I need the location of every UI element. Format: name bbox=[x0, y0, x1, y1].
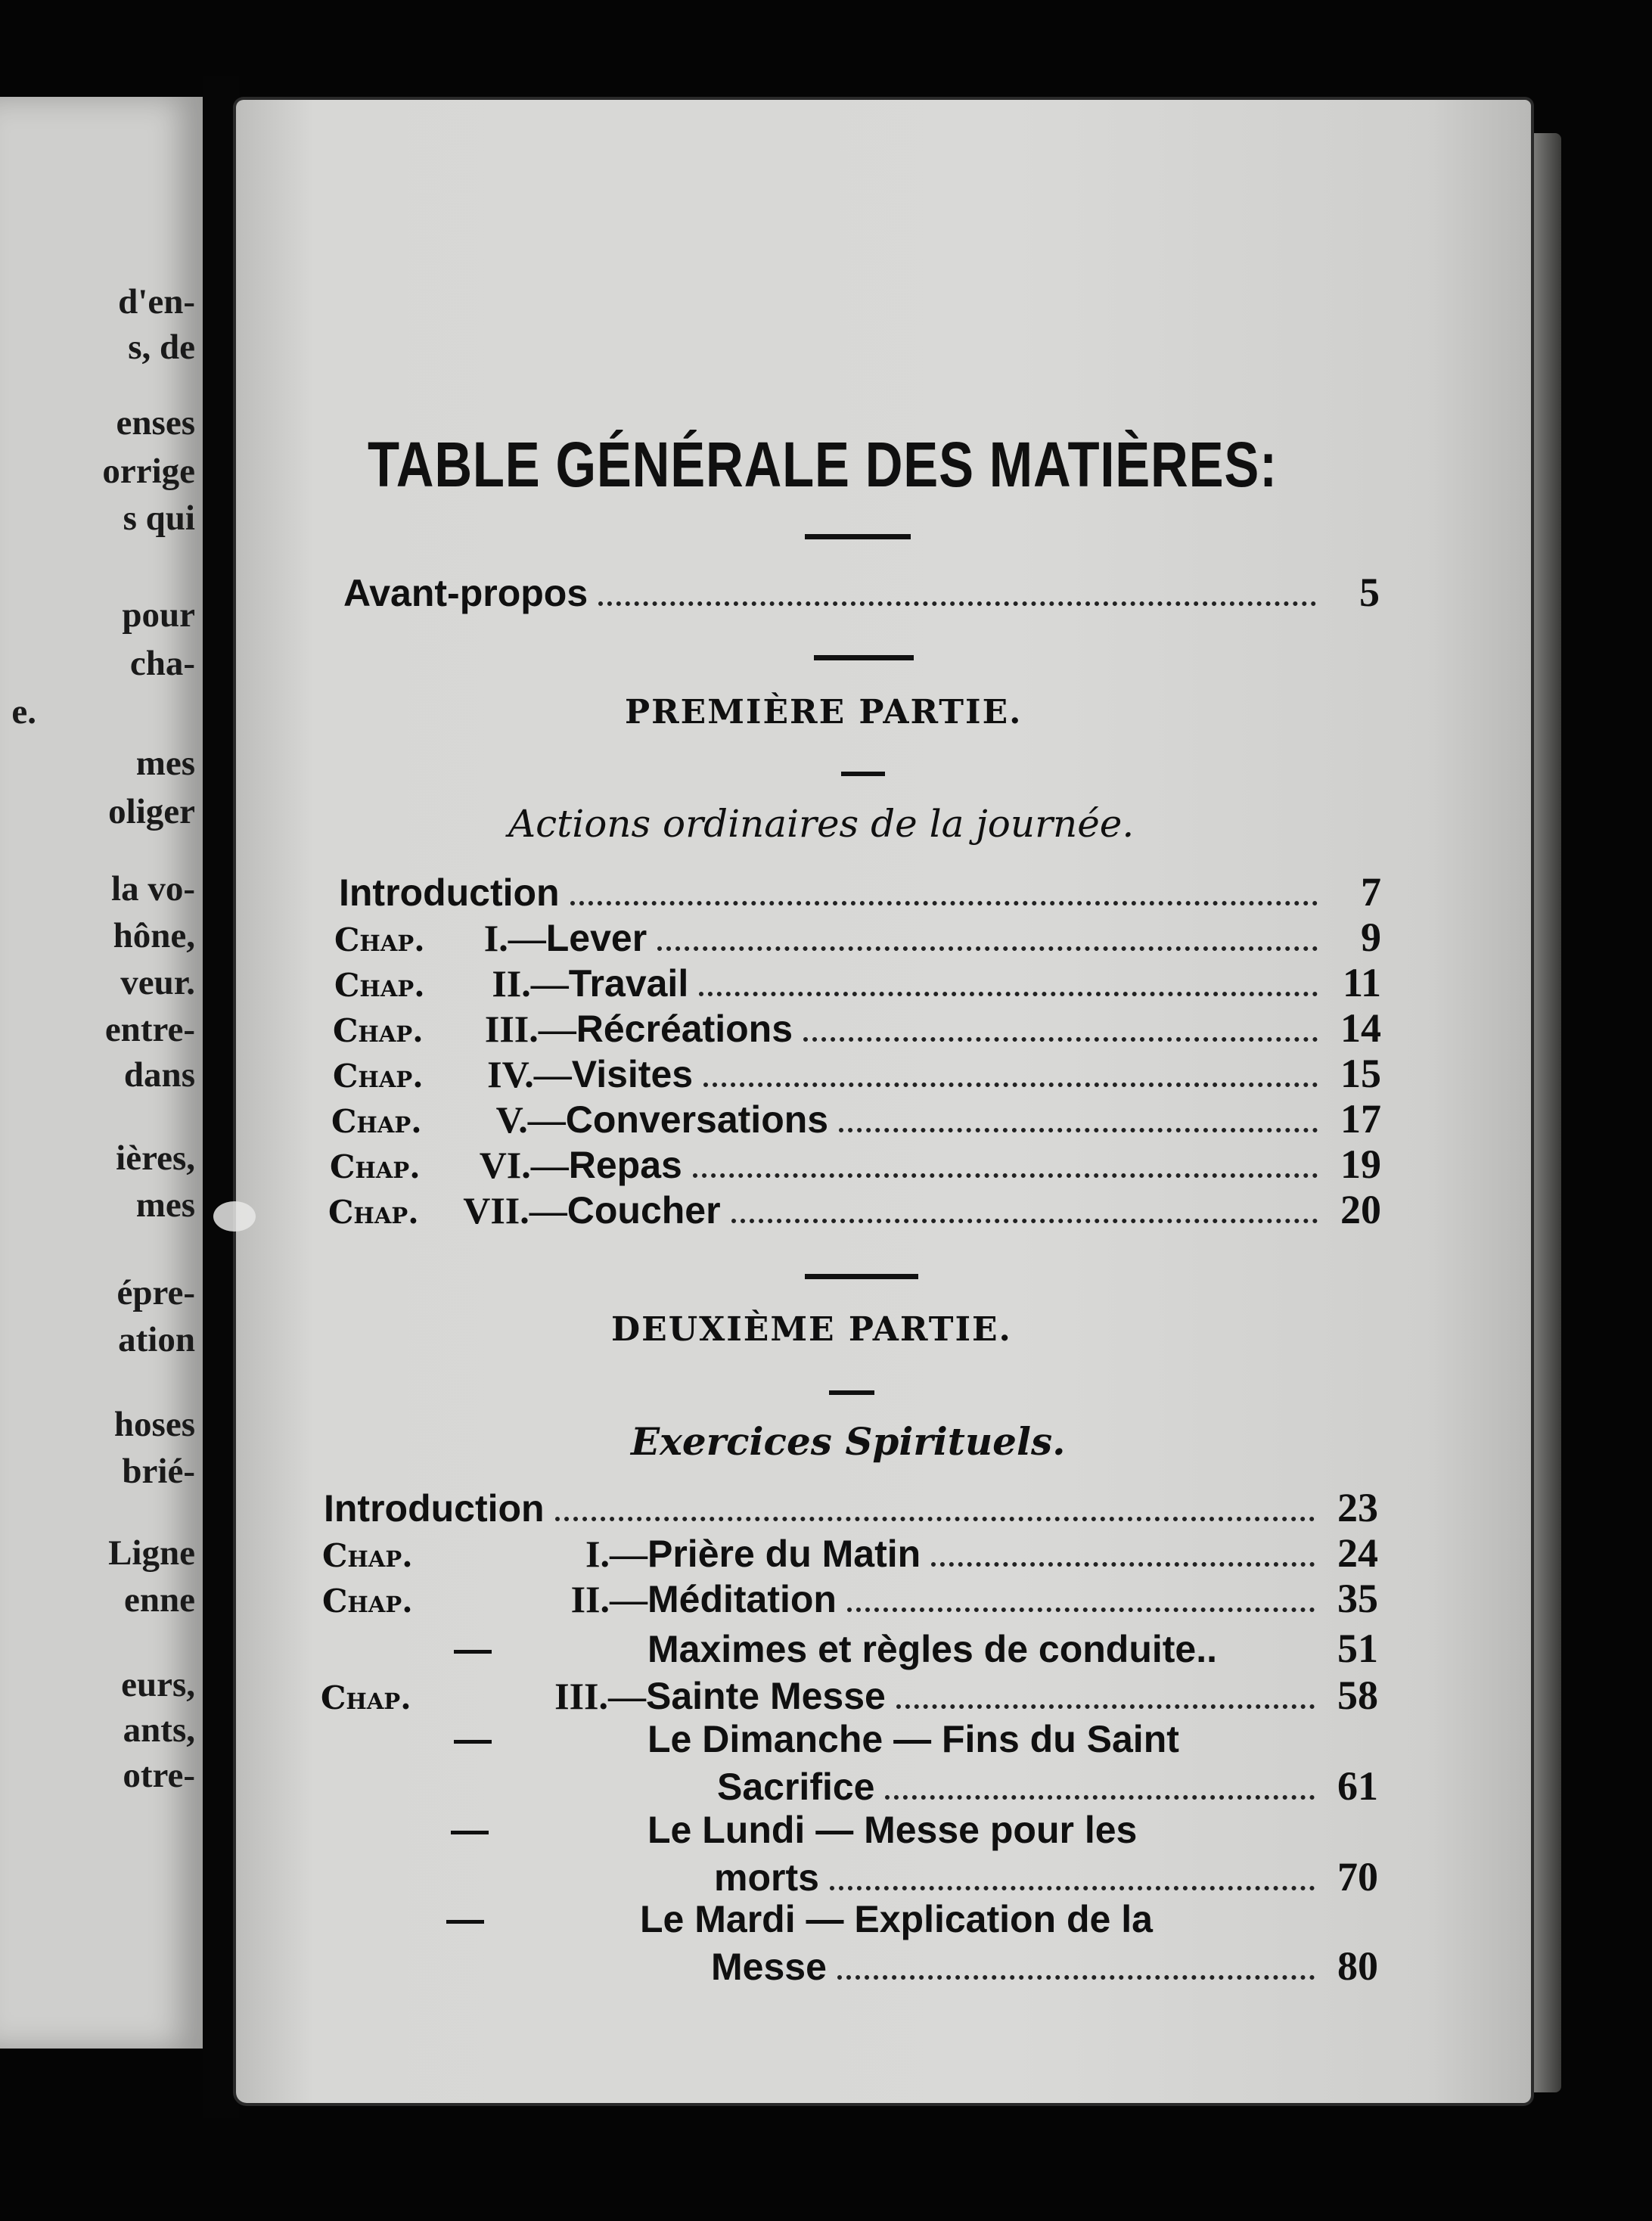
left-text-line: mes bbox=[135, 1185, 195, 1225]
toc-entry-continuation[interactable] bbox=[717, 1763, 1378, 1808]
toc-entry-chapter[interactable] bbox=[334, 914, 1381, 959]
chap-label: Chap. bbox=[334, 967, 425, 1004]
entry-page-number: 70 bbox=[1337, 1854, 1378, 1899]
left-text-line: épre- bbox=[116, 1273, 195, 1312]
chapter-numeral: I.— bbox=[483, 917, 546, 959]
left-text-line: e. bbox=[11, 692, 36, 732]
entry-label: Conversations bbox=[565, 1098, 829, 1141]
entry-label: Repas bbox=[568, 1144, 682, 1186]
chap-label: Chap. bbox=[333, 1058, 424, 1095]
chapter-numeral: II.— bbox=[492, 962, 569, 1005]
left-text-line: eurs, bbox=[121, 1665, 195, 1704]
left-text-line: ation bbox=[118, 1320, 195, 1359]
entry-page-number: 35 bbox=[1337, 1576, 1378, 1621]
entry-page-number: 15 bbox=[1340, 1051, 1381, 1096]
entry-label: Récréations bbox=[576, 1008, 793, 1050]
entry-dash: — bbox=[454, 1628, 492, 1670]
part-subtitle: Actions ordinaires de la journée. bbox=[508, 802, 1135, 846]
leader-dots bbox=[598, 601, 1316, 606]
entry-page-number: 14 bbox=[1340, 1005, 1381, 1051]
toc-entry-avant-propos[interactable] bbox=[343, 569, 1380, 614]
part-subtitle: Exercices Spirituels. bbox=[631, 1419, 1066, 1464]
entry-label: Le Dimanche — Fins du Saint bbox=[647, 1718, 1179, 1760]
toc-entry-chapter[interactable] bbox=[322, 1575, 1378, 1620]
book-spine bbox=[203, 76, 239, 2118]
toc-entry-continuation[interactable] bbox=[711, 1943, 1378, 1988]
left-text-line: brié- bbox=[122, 1452, 195, 1491]
entry-label: Sainte Messe bbox=[646, 1675, 886, 1717]
toc-entry-chapter[interactable] bbox=[333, 1005, 1381, 1050]
leader-dots bbox=[885, 1795, 1315, 1800]
chapter-numeral: I.— bbox=[585, 1533, 647, 1575]
entry-page-number: 24 bbox=[1337, 1530, 1378, 1576]
chapter-numeral: II.— bbox=[570, 1578, 647, 1620]
left-text-line: ières, bbox=[116, 1138, 195, 1178]
entry-label: Méditation bbox=[647, 1578, 837, 1620]
entry-label: Messe bbox=[711, 1946, 827, 1988]
left-text-line: oliger bbox=[108, 792, 195, 831]
entry-page-number: 19 bbox=[1340, 1142, 1381, 1187]
entry-page-number: 80 bbox=[1337, 1943, 1378, 1989]
chapter-numeral: III.— bbox=[484, 1008, 576, 1050]
toc-entry-introduction[interactable] bbox=[324, 1484, 1378, 1530]
part-heading: DEUXIÈME PARTIE. bbox=[611, 1310, 1012, 1349]
leader-dots bbox=[830, 1886, 1315, 1890]
left-text-line: orrige bbox=[102, 452, 195, 491]
left-text-line: enses bbox=[116, 403, 195, 443]
leader-dots bbox=[839, 1128, 1318, 1132]
chapter-numeral: IV.— bbox=[487, 1053, 572, 1095]
entry-page-number: 17 bbox=[1340, 1096, 1381, 1142]
entry-label: Sacrifice bbox=[717, 1766, 875, 1808]
left-text-line: pour bbox=[122, 595, 195, 635]
entry-page-number: 23 bbox=[1337, 1485, 1378, 1530]
toc-entry-introduction[interactable] bbox=[339, 868, 1381, 914]
paper-stain bbox=[213, 1201, 256, 1232]
chapter-numeral: V.— bbox=[495, 1098, 566, 1141]
left-text-line: veur. bbox=[120, 963, 195, 1002]
entry-page-number: 7 bbox=[1361, 869, 1381, 915]
chap-label: Chap. bbox=[333, 1012, 424, 1049]
section-rule bbox=[814, 655, 914, 660]
left-text-line: dans bbox=[123, 1055, 195, 1095]
entry-label: Prière du Matin bbox=[647, 1533, 921, 1575]
toc-entry-chapter[interactable] bbox=[333, 1050, 1381, 1095]
left-text-line: hoses bbox=[113, 1405, 195, 1444]
section-rule bbox=[805, 1274, 918, 1279]
toc-entry-chapter[interactable] bbox=[322, 1530, 1378, 1575]
toc-entry-chapter[interactable] bbox=[330, 1141, 1381, 1186]
toc-entry-chapter[interactable] bbox=[328, 1186, 1381, 1232]
left-text-line: d'en- bbox=[118, 282, 195, 322]
left-text-line: otre- bbox=[123, 1756, 195, 1795]
chapter-numeral: VII.— bbox=[463, 1189, 567, 1232]
toc-entry-subsection[interactable] bbox=[451, 1808, 1378, 1853]
section-rule bbox=[829, 1390, 874, 1395]
section-rule bbox=[841, 772, 885, 776]
entry-dash: — bbox=[446, 1898, 484, 1940]
toc-entry-chapter[interactable] bbox=[334, 959, 1381, 1005]
leader-dots bbox=[803, 1037, 1318, 1042]
left-text-line: la vo- bbox=[111, 869, 195, 909]
toc-entry-continuation[interactable] bbox=[714, 1853, 1378, 1899]
entry-label: Le Mardi — Explication de la bbox=[640, 1898, 1153, 1940]
leader-dots bbox=[699, 992, 1318, 996]
page-title: TABLE GÉNÉRALE DES MATIÈRES: bbox=[368, 429, 1278, 500]
entry-page-number: 58 bbox=[1337, 1673, 1378, 1718]
leader-dots bbox=[657, 946, 1318, 951]
chap-label: Chap. bbox=[322, 1537, 413, 1574]
entry-page-number: 9 bbox=[1361, 915, 1381, 960]
left-text-line: s qui bbox=[123, 499, 195, 538]
chapter-numeral: III.— bbox=[554, 1675, 646, 1717]
leader-dots bbox=[931, 1562, 1315, 1567]
leader-dots bbox=[703, 1083, 1318, 1087]
entry-label: Maximes et règles de conduite.. bbox=[647, 1628, 1218, 1670]
entry-page-number: 5 bbox=[1359, 570, 1380, 615]
toc-entry-subsection[interactable] bbox=[454, 1625, 1378, 1670]
left-text-line: Ligne bbox=[108, 1533, 195, 1573]
chap-label: Chap. bbox=[322, 1583, 413, 1620]
part-heading: PREMIÈRE PARTIE. bbox=[625, 693, 1023, 732]
entry-label: Avant-propos bbox=[343, 572, 588, 614]
left-text-line: cha- bbox=[129, 644, 195, 683]
left-text-line: s, de bbox=[128, 328, 195, 367]
entry-dash: — bbox=[454, 1718, 492, 1760]
chapter-numeral: VI.— bbox=[479, 1144, 569, 1186]
entry-label: Travail bbox=[568, 962, 689, 1005]
left-text-line: entre- bbox=[104, 1010, 195, 1049]
leader-dots bbox=[896, 1704, 1315, 1709]
entry-label: Visites bbox=[571, 1053, 694, 1095]
entry-page-number: 51 bbox=[1337, 1626, 1378, 1671]
entry-page-number: 20 bbox=[1340, 1187, 1381, 1232]
left-text-line: hône, bbox=[113, 916, 195, 955]
entry-dash: — bbox=[451, 1809, 489, 1851]
entry-page-number: 11 bbox=[1342, 960, 1381, 1005]
chap-label: Chap. bbox=[328, 1194, 419, 1231]
entry-label: Introduction bbox=[324, 1487, 545, 1530]
entry-label: Introduction bbox=[339, 871, 560, 914]
leader-dots bbox=[847, 1608, 1315, 1612]
chap-label: Chap. bbox=[334, 921, 425, 958]
left-page-fragment bbox=[0, 97, 203, 2049]
left-text-line: enne bbox=[124, 1580, 195, 1620]
leader-dots bbox=[837, 1975, 1315, 1980]
toc-entry-subsection[interactable] bbox=[454, 1717, 1378, 1763]
entry-label: morts bbox=[714, 1856, 819, 1899]
leader-dots bbox=[555, 1517, 1315, 1521]
toc-entry-chapter[interactable] bbox=[331, 1095, 1381, 1141]
leader-dots bbox=[570, 901, 1318, 905]
entry-label: Coucher bbox=[567, 1189, 721, 1232]
entry-page-number: 61 bbox=[1337, 1763, 1378, 1809]
chap-label: Chap. bbox=[330, 1148, 421, 1185]
left-text-line: ants, bbox=[123, 1710, 195, 1750]
title-rule bbox=[805, 534, 911, 539]
leader-dots bbox=[693, 1173, 1318, 1178]
entry-label: Le Lundi — Messe pour les bbox=[647, 1809, 1138, 1851]
chap-label: Chap. bbox=[331, 1103, 422, 1140]
left-text-line: mes bbox=[135, 744, 195, 783]
leader-dots bbox=[731, 1219, 1318, 1223]
chap-label: Chap. bbox=[321, 1679, 411, 1716]
entry-label: Lever bbox=[545, 917, 647, 959]
toc-entry-chapter[interactable] bbox=[321, 1672, 1378, 1717]
toc-entry-subsection[interactable] bbox=[446, 1897, 1378, 1943]
